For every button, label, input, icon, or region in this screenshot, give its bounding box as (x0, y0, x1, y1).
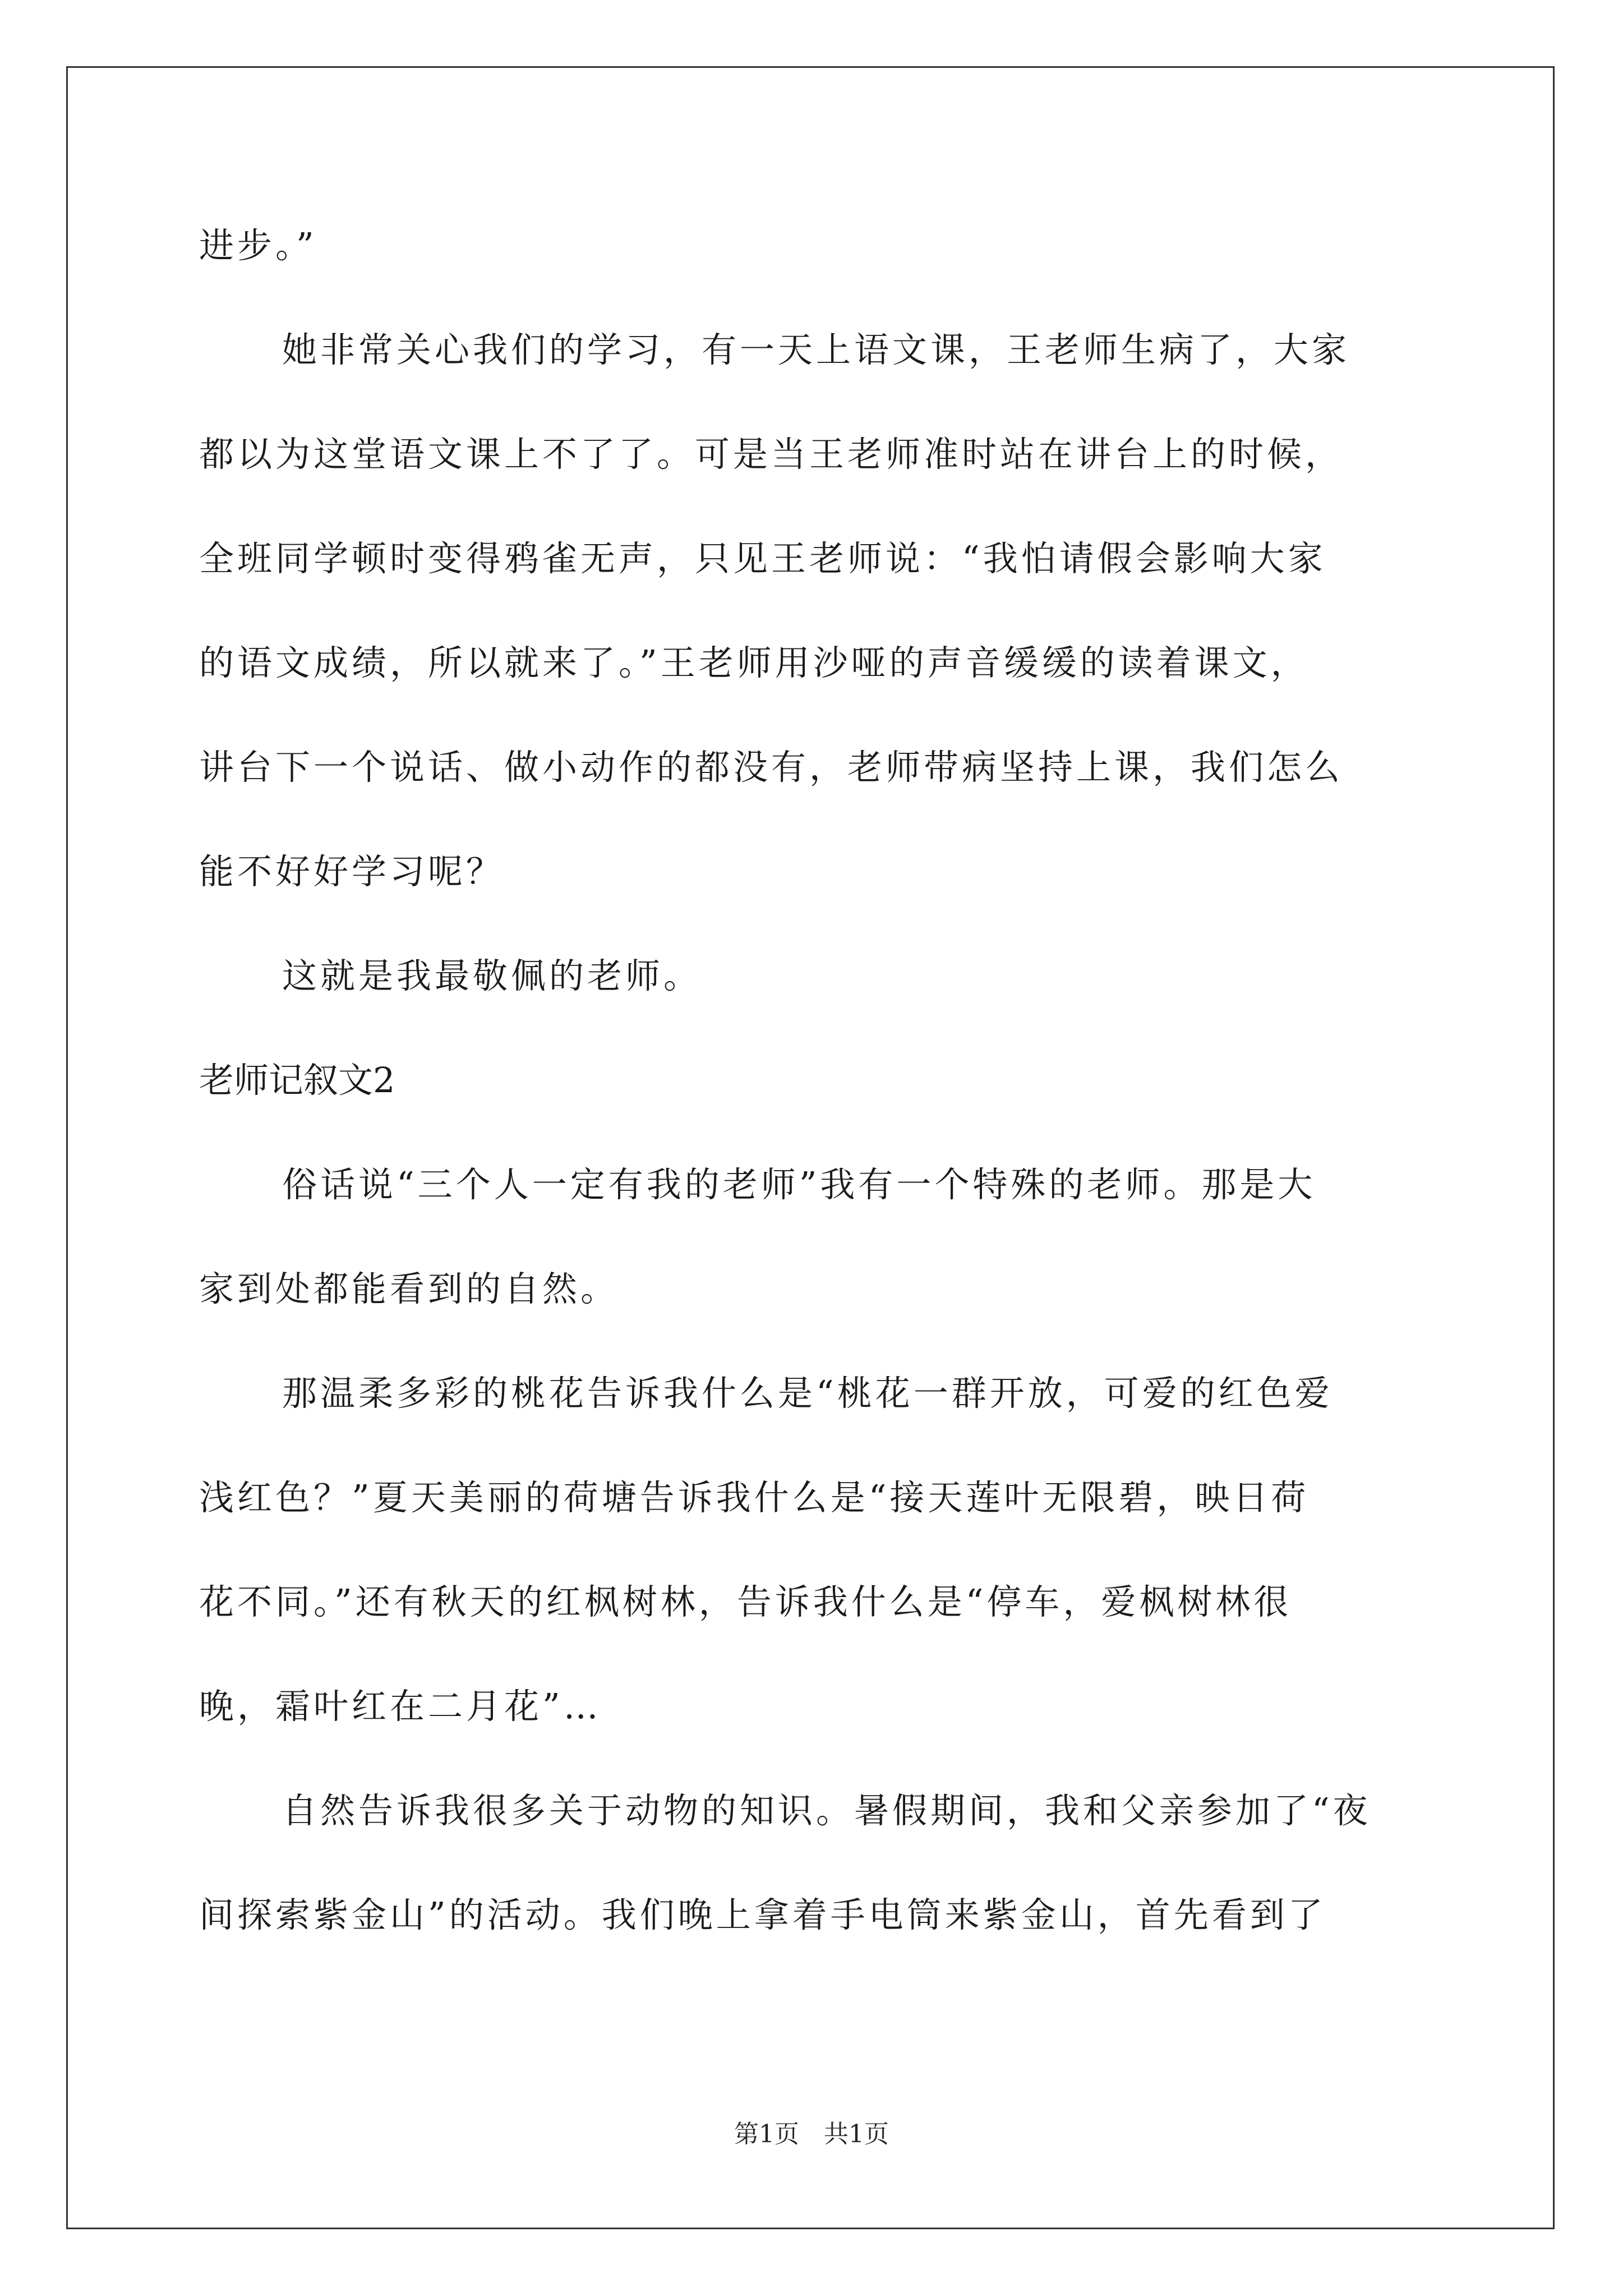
text-line: 的语文成绩，所以就来了。”王老师用沙哑的声音缓缓的读着课文， (199, 642, 1309, 683)
paragraph-start: 她非常关心我们的学习，有一天上语文课，王老师生病了，大家 (282, 329, 1350, 370)
text-line: 讲台下一个说话、做小动作的都没有，老师带病坚持上课，我们怎么 (199, 747, 1344, 788)
text-line: 浅红色？”夏天美丽的荷塘告诉我什么是“接天莲叶无限碧，映日荷 (199, 1477, 1310, 1518)
section-heading: 老师记叙文2 (199, 1060, 395, 1101)
text-line: 晚，霜叶红在二月花”… (199, 1686, 602, 1727)
text-line: 花不同。”还有秋天的红枫树林，告诉我什么是“停车，爱枫树林很 (199, 1581, 1292, 1622)
text-line: 家到处都能看到的自然。 (199, 1268, 619, 1309)
paragraph-start: 那温柔多彩的桃花告诉我什么是“桃花一群开放，可爱的红色爱 (282, 1373, 1333, 1414)
text-line: 间探索紫金山”的活动。我们晚上拿着手电筒来紫金山，首先看到了 (199, 1894, 1326, 1935)
paragraph-start: 自然告诉我很多关于动物的知识。暑假期间，我和父亲参加了“夜 (282, 1790, 1371, 1831)
text-line: 进步。” (199, 225, 317, 266)
text-line: 都以为这堂语文课上不了了。可是当王老师准时站在讲台上的时候， (199, 434, 1344, 475)
paragraph-start: 俗话说“三个人一定有我的老师”我有一个特殊的老师。那是大 (282, 1164, 1316, 1205)
text-line: 全班同学顿时变得鸦雀无声，只见王老师说：“我怕请假会影响大家 (199, 538, 1326, 579)
page-number: 第1页 共1页 (734, 2120, 889, 2148)
paragraph-start: 这就是我最敬佩的老师。 (282, 955, 702, 996)
document-body (199, 194, 1427, 1967)
text-line: 能不好好学习呢？ (199, 851, 505, 892)
